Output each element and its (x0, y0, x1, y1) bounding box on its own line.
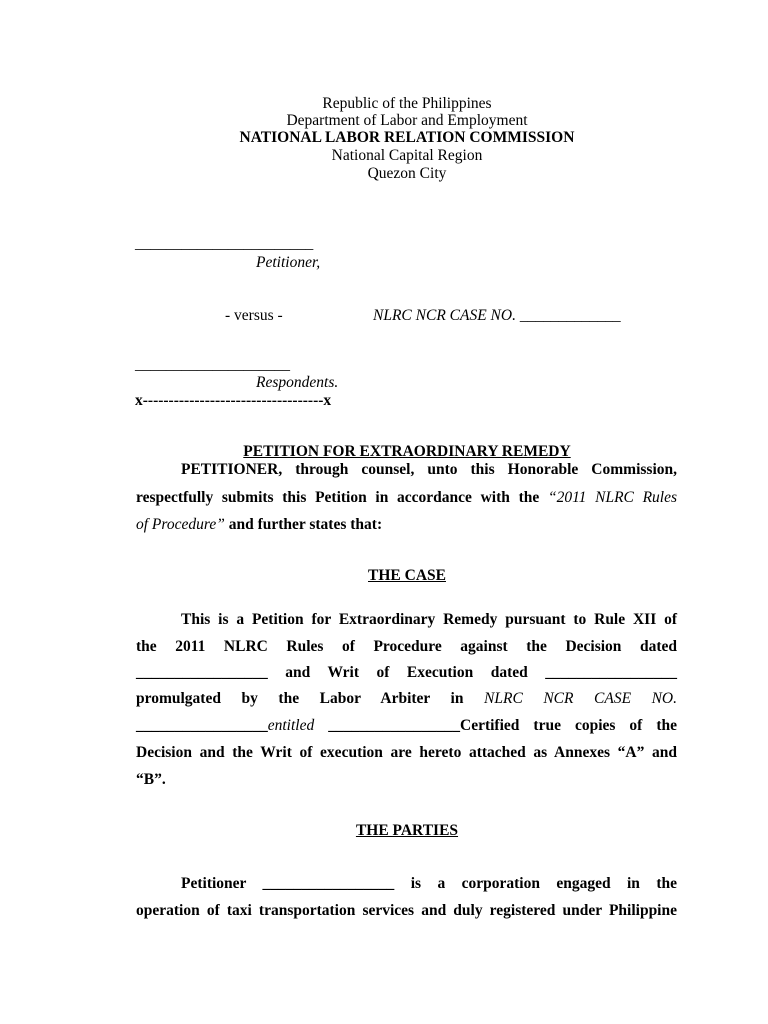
petition-title: PETITION FOR EXTRAORDINARY REMEDY (243, 443, 571, 460)
case-line-5 (136, 717, 677, 735)
case-line-2: the 2011 NLRC Rules of Procedure against the Decision dated (136, 638, 677, 655)
versus-label: - versus - (225, 307, 283, 324)
petitioner-label: Petitioner, (256, 254, 321, 271)
petitioner-blank: _______________________ (135, 235, 314, 252)
case-heading: THE CASE (368, 567, 446, 584)
case-line-5-rest: _________________Certified true copies of the (328, 717, 677, 734)
header-region: National Capital Region (331, 147, 483, 164)
respondent-blank: ____________________ (135, 356, 290, 373)
case-line-3 (136, 664, 677, 682)
header-city: Quezon City (367, 165, 447, 182)
case-number-label: NLRC NCR CASE NO. (373, 307, 516, 324)
petitioner-name-blank: _________________ (262, 875, 395, 892)
case-line-7: “B”. (136, 771, 166, 788)
intro-rules-title: “2011 NLRC Rules (547, 489, 678, 506)
parties-heading: THE PARTIES (355, 822, 459, 839)
case-line-4-caseno: NLRC NCR CASE NO. (484, 690, 677, 707)
intro-line-3-text: and further states that: (228, 516, 383, 533)
respondents-label: Respondents. (256, 374, 339, 391)
intro-line-1: PETITIONER, through counsel, unto this Honorable Commission, (181, 461, 677, 478)
case-number-blank: _____________ (519, 307, 621, 324)
intro-line-2 (136, 489, 677, 507)
case-number-blank-2: _________________entitled (136, 717, 315, 734)
header-department: Department of Labor and Employment (286, 112, 528, 129)
case-line-6-and: and (652, 744, 677, 761)
case-line-4-text: promulgated by the Labor Arbiter in (136, 690, 464, 707)
parties-line-1-a: Petitioner (181, 875, 247, 892)
case-line-6-text: Decision and the Writ of execution are hereto attached as (136, 744, 548, 761)
case-line-1: This is a Petition for Extraordinary Remedy pursuant to Rule XII of (181, 611, 677, 628)
header-commission: NATIONAL LABOR RELATION COMMISSION (239, 129, 575, 146)
intro-rules-title-end: of Procedure” (136, 516, 225, 533)
intro-line-3 (136, 516, 382, 534)
case-line-4 (136, 690, 677, 708)
parties-line-1-c: is a corporation engaged in the (410, 875, 677, 892)
parties-line-2: operation of taxi transportation services and duly registered under Philippine (136, 902, 677, 919)
intro-line-2-text: respectfully submits this Petition in accordance with the (136, 489, 540, 506)
writ-date-blank: _________________ (545, 664, 678, 681)
case-number-field (373, 307, 621, 325)
annexes-label: Annexes “A” (554, 744, 645, 761)
decision-date-blank: _________________ (136, 664, 268, 681)
case-line-3-text: and Writ of Execution dated (285, 664, 528, 681)
header-republic: Republic of the Philippines (322, 95, 492, 112)
caption-separator: x-----------------------------------x (135, 392, 332, 409)
case-line-6 (136, 744, 677, 762)
parties-line-1 (181, 875, 677, 893)
